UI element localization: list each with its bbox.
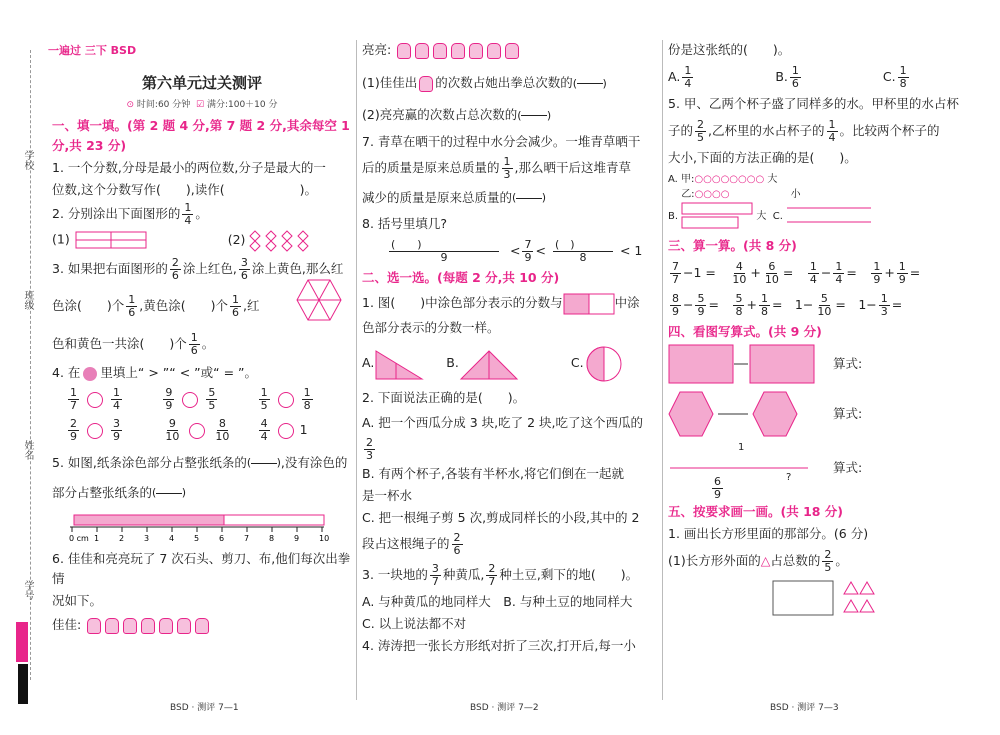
q6-1: (1)佳佳出 的次数占她出拳总次数的( ) <box>362 68 657 98</box>
draw-area <box>772 580 968 616</box>
choice2-question: 2. 下面说法正确的是( )。 <box>362 390 526 405</box>
picture-eq-2 <box>668 390 968 442</box>
q5-line1: 5. 如图,纸条涂色部分占整张纸条的( ) ,没有涂色的 <box>52 449 352 477</box>
option-a-triangle <box>374 347 424 381</box>
section-5-heading: 五、按要求画一画。(共 18 分) <box>668 504 844 519</box>
q8-inequality: $\frac{( )}{9}$ < $\frac{7}{9}$ < $\frac{( )}{8}$ < 1 <box>391 238 643 264</box>
q4-compare-grid: $\frac{1}{7}$ $\frac{1}{4}$ $\frac{9}{9}$ $\frac{5}{5}$ $\frac{1}{5}$ $\frac{1}{8}$ $\frac{2}{9}$ $\frac{3}{9}$ $\frac{9}{10}$ $\frac{8}{10}$ $\frac{4}{4}$ 1 <box>70 386 311 443</box>
hexagon-figures <box>668 390 818 438</box>
paper-strip-ruler <box>52 513 352 543</box>
column-1 <box>52 40 352 637</box>
column-2 <box>362 40 657 658</box>
liangliang-hands: 亮亮: <box>362 40 657 60</box>
ruler-tick-label: 9 <box>294 534 300 543</box>
equation-label: 算式: <box>833 406 863 421</box>
q6-line2: 况如下。 <box>52 593 103 608</box>
equation-label: 算式: <box>833 460 863 475</box>
section-1-heading: 一、填一填。(第 2 题 4 分,第 7 题 2 分,其余每空 1 分,共 23 分) <box>52 118 350 153</box>
q7-line3: 减少的质量是原来总质量的( ) <box>362 184 657 212</box>
section-4-heading: 四、看图写算式。(共 9 分) <box>668 324 822 339</box>
q1-line1: 1. 一个分数,分母是最小的两位数,分子是最大的一 <box>52 160 326 175</box>
choice1-line1: 1. 图( )中涂色部分表示的分数与 中涂 <box>362 290 657 316</box>
q7-line1: 7. 青草在晒干的过程中水分会减少。一堆青草晒干 <box>362 134 641 149</box>
choice4-cont: 份是这张纸的( )。 <box>668 42 791 57</box>
full-score: 满分:100＋10 分 <box>206 100 278 110</box>
ruler-tick-label: 8 <box>269 534 275 543</box>
footer-2: BSD · 测评 7—2 <box>470 703 539 713</box>
q7-line2: 后的质量是原来总质量的 $\frac{1}{3}$ ,那么晒干后这堆青草 <box>362 155 631 181</box>
q5-line1: 5. 甲、乙两个杯子盛了同样多的水。甲杯里的水占杯 <box>668 96 959 111</box>
q3-line1: 3. 如果把右面图形的 $\frac{2}{6}$ 涂上红色, $\frac{3}{6}$ 涂上黄色,那么红 <box>52 256 344 282</box>
school-label: 学校 <box>22 150 33 170</box>
name-label: 姓名 <box>22 440 33 460</box>
ruler-tick-label: 4 <box>169 534 175 543</box>
choice3-ab: A. 与种黄瓜的地同样大 B. 与种土豆的地同样大 <box>362 594 633 609</box>
q2-figures: (1) (2) <box>52 229 352 255</box>
choice2-b2: 是一杯水 <box>362 488 413 503</box>
choice3-question: 3. 一块地的 $\frac{3}{7}$ 种黄瓜, $\frac{2}{7}$ 种土豆,剩下的地( )。 <box>362 562 639 588</box>
time-limit: 时间:60 分钟 <box>136 100 191 110</box>
ruler-tick-label: 6 <box>219 534 225 543</box>
brand-band-dark <box>18 664 28 704</box>
q4-text: 4. 在 里填上“ > ”“ < ”或“ = ”。 <box>52 365 258 380</box>
q6-line1: 6. 佳佳和亮亮玩了 7 次石头、剪刀、布,他们每次出拳情 <box>52 551 351 586</box>
section-2-heading: 二、选一选。(每题 2 分,共 10 分) <box>362 270 560 285</box>
q8-text: 8. 括号里填几? <box>362 216 448 231</box>
column-3 <box>668 40 968 616</box>
class-label: 班级 <box>22 290 33 310</box>
choice2-c2: 段占这根绳子的 $\frac{2}{6}$ <box>362 531 461 557</box>
series-header: 一遍过 三下 BSD <box>48 44 137 57</box>
q3-line2: 色涂( )个 $\frac{1}{6}$ ,黄色涂( )个 $\frac{1}{6}$ ,红 <box>52 284 352 332</box>
q1-line2: 位数,这个分数写作( ),读作( )。 <box>52 182 317 197</box>
page-title: 第六单元过关测评 <box>141 74 262 92</box>
equation-label: 算式: <box>833 356 863 371</box>
ruler-tick-label: 1 <box>94 534 100 543</box>
compare-blank[interactable] <box>278 423 294 439</box>
ruler-tick-label: 10 <box>319 534 330 543</box>
rectangle-figure <box>74 230 154 250</box>
q5-option-a: A. 甲:○○○○○○○○ 大 乙:○○○○ 小 <box>668 174 801 200</box>
q5-option-bc: B. 大 C. <box>668 202 968 236</box>
brand-band <box>16 622 28 662</box>
choice1-options: A. B. C. <box>362 340 657 386</box>
choice2-a: A. 把一个西瓜分成 3 块,吃了 2 块,吃了这个西瓜的 $\frac{2}{3}$ <box>362 415 644 462</box>
reference-rectangle <box>563 293 615 315</box>
q2-text: 2. 分别涂出下面图形的 $\frac{1}{4}$ 。 <box>52 201 208 227</box>
choice2-c1: C. 把一根绳子剪 5 次,剪成同样长的小段,其中的 2 <box>362 510 640 525</box>
q6-2: (2)亮亮赢的次数占总次数的( ) <box>362 100 657 130</box>
ruler-tick-label: 0 cm <box>69 534 89 543</box>
picture-eq-1 <box>668 344 968 390</box>
draw-1: 1. 画出长方形里面的那部分。(6 分) <box>668 526 869 541</box>
compare-blank[interactable] <box>87 423 103 439</box>
q5-line2: 部分占整张纸条的( ) <box>52 479 352 507</box>
compare-blank[interactable] <box>189 423 205 439</box>
choice1-line2: 色部分表示的分数一样。 <box>362 320 500 335</box>
choice4-options: A. $\frac{1}{4}$ B. $\frac{1}{6}$ C. $\frac{1}{8}$ <box>668 64 907 90</box>
footer-3: BSD · 测评 7—3 <box>770 703 839 713</box>
ruler-tick-label: 7 <box>244 534 250 543</box>
choice4-question: 4. 涛涛把一张长方形纸对折了三次,打开后,每一小 <box>362 638 636 653</box>
calc-row-1: $\frac{7}{7}$ −1 = $\frac{4}{10}$ + $\frac{6}{10}$ = $\frac{1}{4}$ − $\frac{1}{4}$ = $\frac{1}{9}$ + $\frac{1}{9}$ = <box>672 260 921 286</box>
ruler-tick-label: 5 <box>194 534 200 543</box>
option-b-triangle <box>459 347 519 381</box>
section-3-heading: 三、算一算。(共 8 分) <box>668 238 797 253</box>
q5-line2: 子的 $\frac{2}{5}$ ,乙杯里的水占杯子的 $\frac{1}{4}$ 。比较两个杯子的 <box>668 118 940 144</box>
compare-blank[interactable] <box>182 392 198 408</box>
number-label: 学号 <box>22 580 33 600</box>
compare-blank[interactable] <box>87 392 103 408</box>
choice3-c: C. 以上说法都不对 <box>362 616 467 631</box>
q5-line3: 大小,下面的方法正确的是( )。 <box>668 150 857 165</box>
picture-eq-3: 1 $\frac{6}{9}$ ? 算式: <box>714 442 863 501</box>
diamond-figures <box>249 229 339 251</box>
footer-1: BSD · 测评 7—1 <box>170 703 239 713</box>
ruler-tick-label: 2 <box>119 534 125 543</box>
draw-1-1: (1)长方形外面的△占总数的 $\frac{2}{5}$ 。 <box>668 548 848 574</box>
binding-margin <box>0 0 42 735</box>
exam-meta: ⊙ 时间:60 分钟 ☑ 满分:100＋10 分 <box>126 100 278 110</box>
compare-blank[interactable] <box>278 392 294 408</box>
calc-row-2: $\frac{8}{9}$ − $\frac{5}{9}$ = $\frac{5}{8}$ + $\frac{1}{8}$ = 1− $\frac{5}{10}$ = 1− $\frac{1}{3}$ = <box>672 292 903 318</box>
ruler-tick-label: 3 <box>144 534 150 543</box>
q3-line3: 色和黄色一共涂( )个 $\frac{1}{6}$ 。 <box>52 331 215 357</box>
q6-jiajia: 佳佳: <box>52 615 352 635</box>
option-c-circle <box>584 345 624 383</box>
grid-figures <box>668 344 818 386</box>
choice2-b1: B. 有两个杯子,各装有半杯水,将它们倒在一起就 <box>362 466 624 481</box>
hexagon-figure <box>296 278 342 322</box>
